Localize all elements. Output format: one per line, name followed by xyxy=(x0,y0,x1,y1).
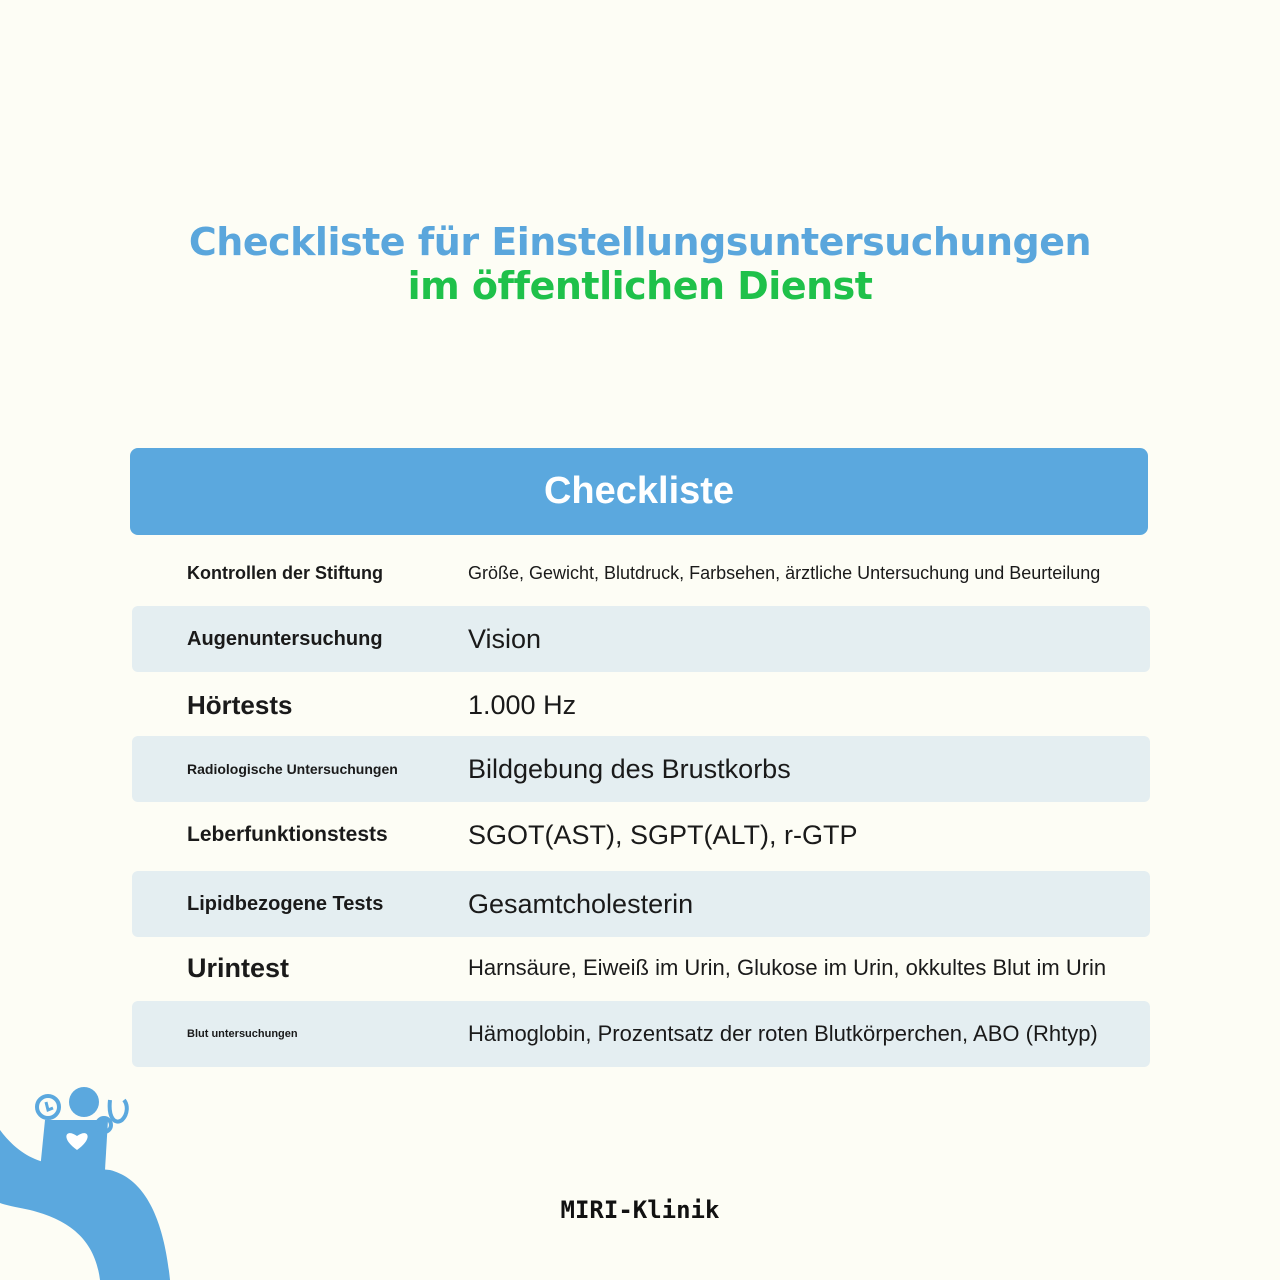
table-row xyxy=(132,802,1150,868)
person-head-icon xyxy=(69,1087,99,1117)
row-label: Augenuntersuchung xyxy=(187,627,383,650)
table-row xyxy=(132,935,1150,1001)
row-label: Lipidbezogene Tests xyxy=(187,892,384,915)
table-row xyxy=(132,672,1150,738)
table-header: Checkliste xyxy=(130,448,1148,535)
row-label: Urintest xyxy=(187,952,290,983)
table-row xyxy=(132,736,1150,802)
table-row xyxy=(132,871,1150,937)
row-value: Gesamtcholesterin xyxy=(468,888,694,919)
table-row xyxy=(132,606,1150,672)
medical-illustration xyxy=(0,1070,200,1280)
row-value: Vision xyxy=(468,623,542,654)
row-label: Leberfunktionstests xyxy=(187,823,388,846)
row-value: 1.000 Hz xyxy=(468,689,577,720)
row-label: Blut untersuchungen xyxy=(187,1028,298,1040)
row-label: Hörtests xyxy=(187,689,293,720)
title-line-2: im öffentlichen Dienst xyxy=(407,264,873,308)
row-value: SGOT(AST), SGPT(ALT), r-GTP xyxy=(468,819,858,850)
title-line-1: Checkliste für Einstellungsuntersuchungen xyxy=(188,220,1092,264)
table-row xyxy=(132,540,1150,606)
row-value: Größe, Gewicht, Blutdruck, Farbsehen, ärztliche Untersuchung und Beurteilung xyxy=(468,562,1101,583)
row-value: Hämoglobin, Prozentsatz der roten Blutkörperchen, ABO (Rhtyp) xyxy=(468,1021,1098,1046)
row-value: Harnsäure, Eiweiß im Urin, Glukose im Urin, okkultes Blut im Urin xyxy=(468,955,1107,980)
row-value: Bildgebung des Brustkorbs xyxy=(468,753,791,784)
stethoscope-icon xyxy=(110,1100,127,1122)
table-row xyxy=(132,1001,1150,1067)
brand-logo: MIRI-Klinik xyxy=(560,1196,720,1224)
row-label: Radiologische Untersuchungen xyxy=(187,761,398,777)
row-label: Kontrollen der Stiftung xyxy=(187,562,383,583)
